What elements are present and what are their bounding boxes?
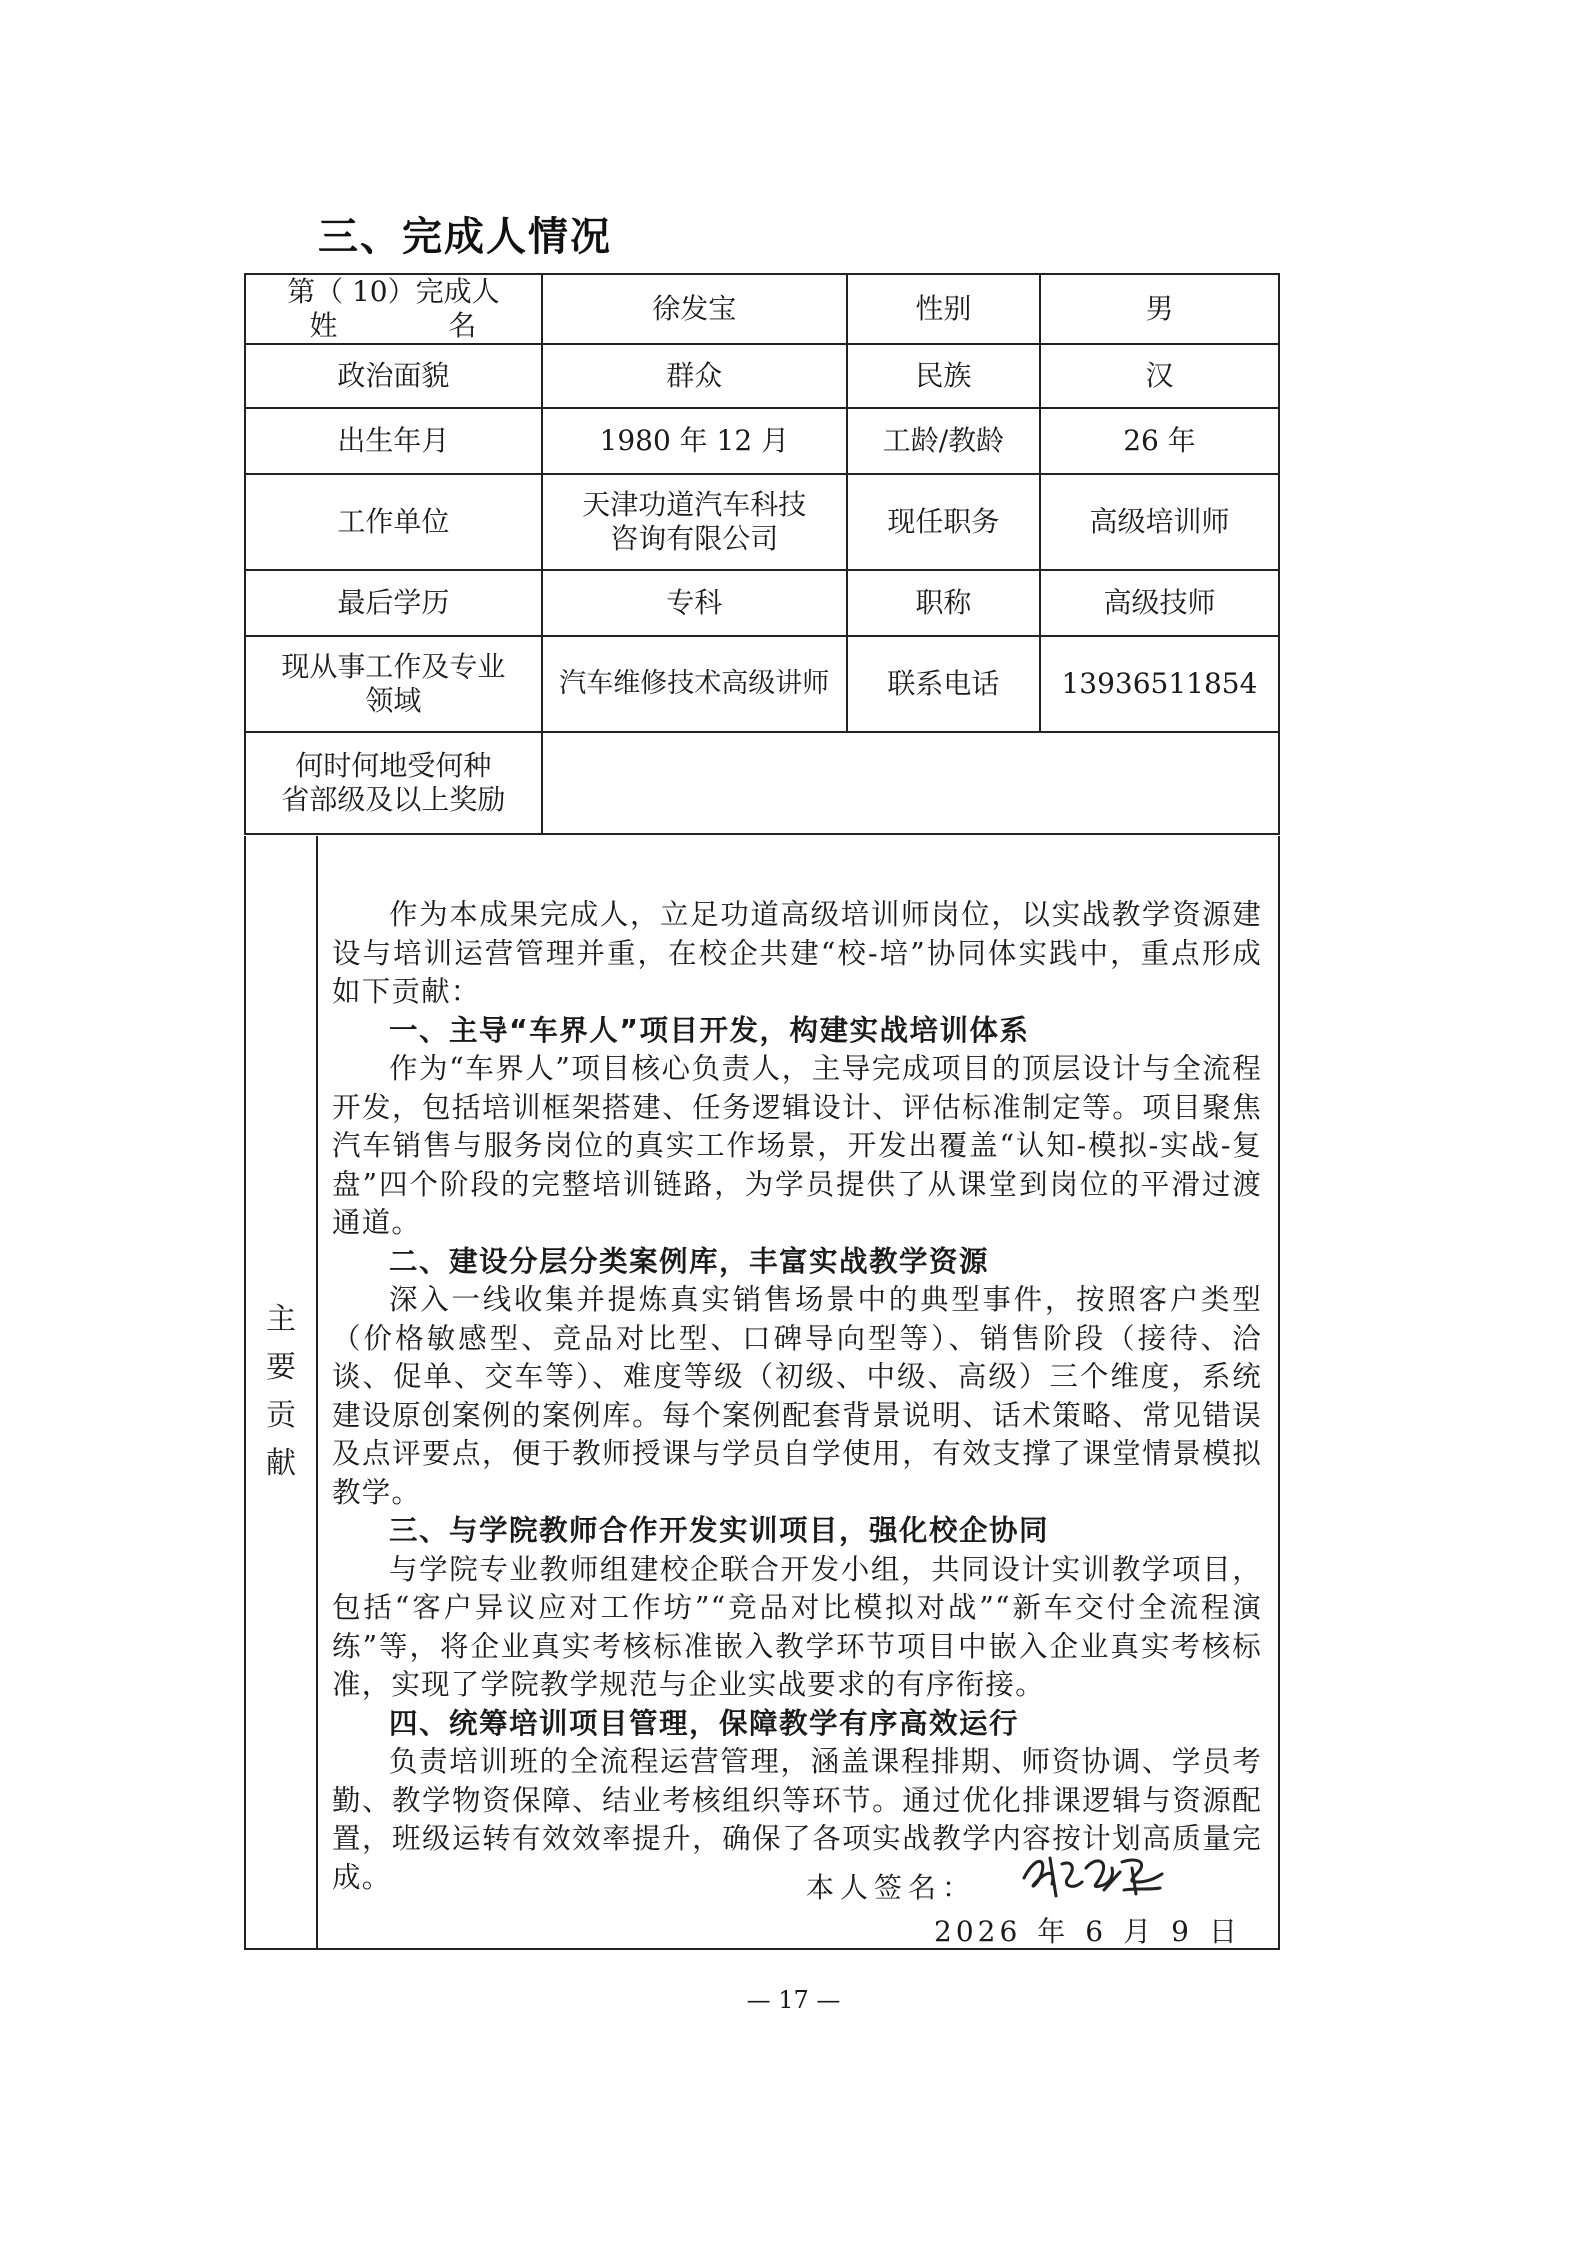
gender-label: 性别	[847, 274, 1040, 344]
field-label-cell	[245, 636, 542, 732]
section-title: 三、完成人情况	[318, 214, 612, 260]
awards-value	[542, 732, 1279, 834]
seniority-value: 26 年	[1040, 408, 1279, 474]
signature-date	[934, 1910, 1241, 1950]
employer-label: 工作单位	[245, 474, 542, 570]
side-label-char: 主	[266, 1302, 296, 1337]
contribution-paragraph-4: 负责培训班的全流程运营管理，涵盖课程排期、师资协调、学员考勤、教学物资保障、结业考核组织等环节。通过优化排课逻辑与资源配置，班级运转有效效率提升，确保了各项实战教学内容按计划高质量完成。	[332, 1745, 1262, 1894]
ethnicity-label: 民族	[847, 344, 1040, 408]
field-value: 汽车维修技术高级讲师	[542, 636, 847, 732]
phone-value: 13936511854	[1040, 636, 1279, 732]
contribution-heading-2: 二、建设分层分类案例库，丰富实战教学资源	[389, 1244, 990, 1278]
awards-label-line2: 省部级及以上奖励	[281, 783, 506, 816]
title-label: 职称	[847, 570, 1040, 636]
date-year: 2026	[934, 1915, 1022, 1948]
contribution-heading-4: 四、统筹培训项目管理，保障教学有序高效运行	[389, 1706, 1020, 1740]
side-label-char: 贡	[266, 1398, 296, 1433]
side-label-char: 献	[266, 1446, 296, 1481]
signature-row	[806, 1866, 976, 1906]
page-number: — 17 —	[746, 1986, 841, 2014]
handwritten-signature	[1016, 1838, 1166, 1908]
employer-value-cell	[542, 474, 847, 570]
table-row	[245, 344, 1279, 408]
phone-label: 联系电话	[847, 636, 1040, 732]
birth-value: 1980 年 12 月	[542, 408, 847, 474]
name-label-cell	[245, 274, 542, 344]
contribution-paragraph-1: 作为“车界人”项目核心负责人，主导完成项目的顶层设计与全流程开发，包括培训框架搭建、任务逻辑设计、评估标准制定等。项目聚焦汽车销售与服务岗位的真实工作场景，开发出覆盖“认知-模拟-实战-复盘”四个阶段的完整培训链路，为学员提供了从课堂到岗位的平滑过渡通道。	[332, 1052, 1262, 1239]
table-row	[245, 732, 1279, 834]
birth-label: 出生年月	[245, 408, 542, 474]
date-month: 6	[1085, 1915, 1108, 1948]
contribution-heading-3: 三、与学院教师合作开发实训项目，强化校企协同	[389, 1514, 1050, 1547]
employer-value-line1: 天津功道汽车科技	[582, 488, 807, 521]
table-row	[245, 408, 1279, 474]
political-value: 群众	[542, 344, 847, 408]
position-value: 高级培训师	[1040, 474, 1279, 570]
contribution-paragraph-3: 与学院专业教师组建校企联合开发小组，共同设计实训教学项目，包括“客户异议应对工作坊”“竞品对比模拟对战”“新车交付全流程演练”等，将企业真实考核标准嵌入教学环节项目中嵌入企业真实考核标准，实现了学院教学规范与企业实战要求的有序衔接。	[332, 1552, 1262, 1701]
date-year-unit: 年	[1037, 1915, 1070, 1948]
field-label-line2: 领域	[365, 684, 422, 717]
political-label: 政治面貌	[245, 344, 542, 408]
contributions-side-label	[246, 1296, 316, 1488]
signature-label: 本人签名：	[806, 1871, 977, 1904]
education-label: 最后学历	[245, 570, 542, 636]
ethnicity-value: 汉	[1040, 344, 1279, 408]
title-value: 高级技师	[1040, 570, 1279, 636]
personal-info-table	[244, 273, 1280, 835]
name-label-char2: 名	[448, 309, 478, 342]
education-value: 专科	[542, 570, 847, 636]
awards-label-line1: 何时何地受何种	[295, 749, 492, 782]
contributions-side-column	[246, 836, 318, 1948]
field-label-line1: 现从事工作及专业	[281, 650, 506, 683]
contribution-paragraph-2: 深入一线收集并提炼真实销售场景中的典型事件，按照客户类型（价格敏感型、竞品对比型、口碑导向型等）、销售阶段（接待、洽谈、促单、交车等）、难度等级（初级、中级、高级）三个维度，系统建设原创案例的案例库。每个案例配套背景说明、话术策略、常见错误及点评要点，便于教师授课与学员自学使用，有效支撑了课堂情景模拟教学。	[332, 1283, 1262, 1509]
employer-value-line2: 咨询有限公司	[610, 522, 779, 555]
table-row	[245, 570, 1279, 636]
position-label: 现任职务	[847, 474, 1040, 570]
name-value: 徐发宝	[542, 274, 847, 344]
seniority-label: 工龄/教龄	[847, 408, 1040, 474]
date-day: 9	[1171, 1915, 1193, 1948]
date-day-unit: 日	[1208, 1915, 1241, 1948]
contribution-heading-1: 一、主导“车界人”项目开发，构建实战培训体系	[389, 1013, 1030, 1047]
contributions-intro: 作为本成果完成人，立足功道高级培训师岗位，以实战教学资源建设与培训运营管理并重，在校企共建“校-培”协同体实践中，重点形成如下贡献：	[332, 898, 1262, 1008]
gender-value: 男	[1040, 274, 1279, 344]
table-row	[245, 474, 1279, 570]
table-row	[245, 636, 1279, 732]
awards-label-cell	[245, 732, 542, 834]
contributions-body	[332, 896, 1262, 1897]
side-label-char: 要	[266, 1350, 296, 1385]
name-label-char1: 姓	[309, 309, 339, 342]
name-label-line1: 第（ 10）完成人	[287, 275, 500, 308]
contributions-section	[244, 836, 1280, 1950]
date-month-unit: 月	[1123, 1915, 1156, 1948]
table-row	[245, 274, 1279, 344]
